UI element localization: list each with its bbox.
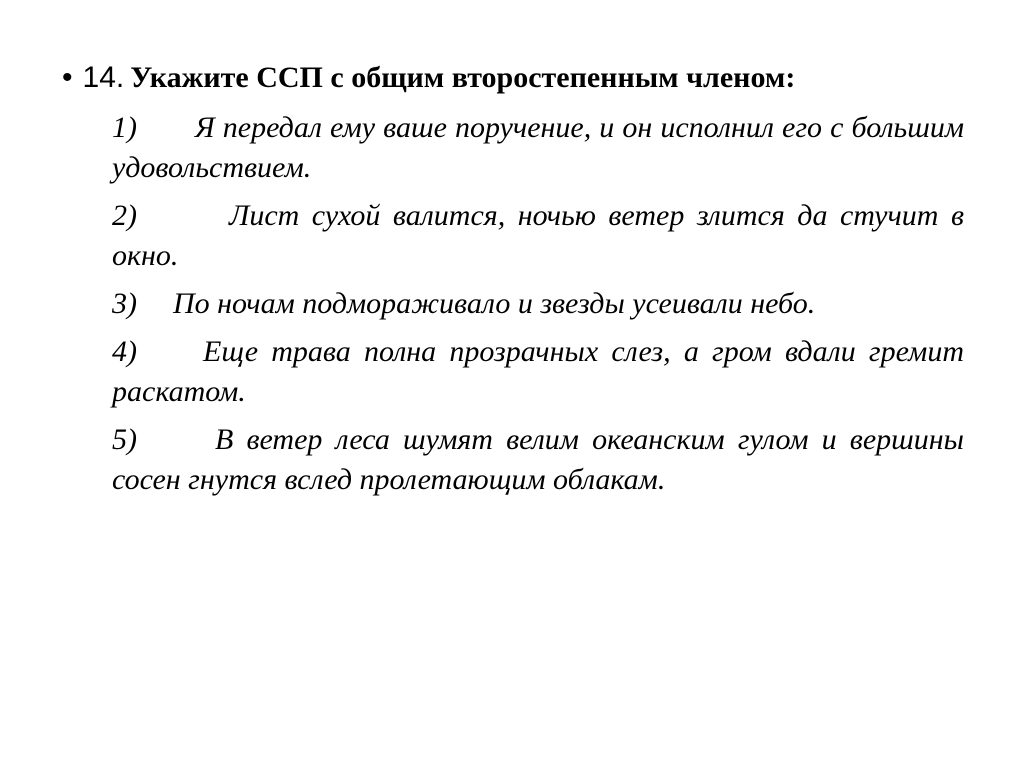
question-number: 14.: [82, 61, 125, 94]
question-text: Укажите ССП с общим второстепенным членом:: [130, 61, 796, 94]
option-number: 1): [112, 111, 137, 144]
option-number: 4): [112, 335, 137, 368]
option-2: [112, 196, 964, 276]
bullet-icon: •: [62, 61, 73, 94]
option-number: 2): [112, 199, 137, 232]
option-5: [112, 420, 964, 500]
option-text: Я передал ему ваше поручение, и он исполнил его с большим удовольствием.: [112, 111, 964, 184]
option-3: [112, 284, 964, 324]
options-list: [112, 108, 964, 508]
option-4: [112, 332, 964, 412]
option-text: Лист сухой валится, ночью ветер злится да стучит в окно.: [112, 199, 964, 272]
question-heading: [62, 56, 962, 100]
option-number: 5): [112, 423, 137, 456]
option-number: 3): [112, 287, 137, 320]
option-text: По ночам подмораживало и звезды усеивали небо.: [173, 287, 816, 320]
option-text: Еще трава полна прозрачных слез, а гром вдали гремит раскатом.: [112, 335, 964, 408]
option-1: [112, 108, 964, 188]
option-text: В ветер леса шумят велим океанским гулом и вершины сосен гнутся вслед пролетающим облакам.: [112, 423, 964, 496]
